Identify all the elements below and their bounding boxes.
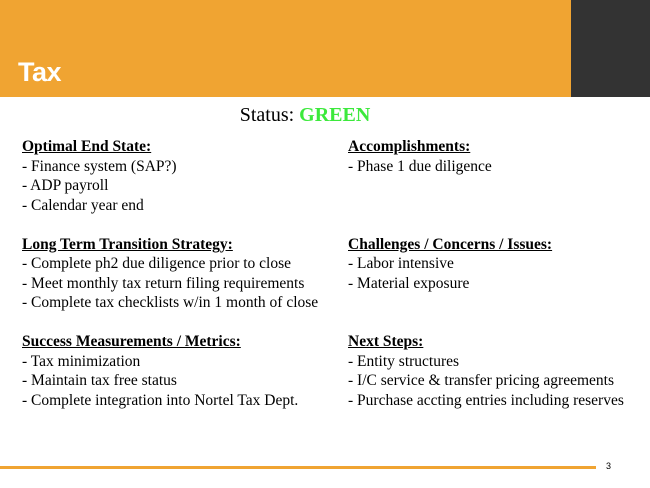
section-heading: Long Term Transition Strategy: [22, 235, 233, 253]
section-heading: Optimal End State: [22, 138, 152, 155]
section-success-measurements [22, 332, 342, 430]
status-line [0, 103, 610, 127]
title-banner [0, 0, 571, 97]
list-item: - Entity structures [348, 352, 460, 370]
list-item: - Complete tax checklists w/in 1 month of close [22, 294, 319, 311]
list-item: - Purchase accting entries including reserves [348, 391, 624, 409]
left-column [22, 137, 342, 430]
section-long-term-transition-strategy [22, 235, 342, 333]
list-item: - Material exposure [348, 274, 470, 292]
list-item: - Meet monthly tax return filing requirements [22, 274, 305, 292]
section-challenges [348, 235, 648, 333]
list-item: - Finance system (SAP?) [22, 157, 177, 175]
list-item: - Calendar year end [22, 196, 144, 214]
section-heading: Accomplishments: [348, 138, 471, 155]
list-item: - Complete ph2 due diligence prior to close [22, 255, 292, 272]
status-value: GREEN [299, 104, 371, 126]
page-number: 3 [606, 461, 612, 471]
footer-divider [0, 466, 596, 469]
section-heading: Success Measurements / Metrics: [22, 333, 241, 350]
list-item: - Tax minimization [22, 352, 141, 370]
list-item: - I/C service & transfer pricing agreements [348, 372, 614, 389]
section-heading: Next Steps: [348, 333, 424, 350]
slide-title: Tax [18, 57, 62, 87]
section-heading: Challenges / Concerns / Issues: [348, 235, 553, 253]
status-label: Status: [239, 104, 295, 126]
list-item: - Maintain tax free status [22, 372, 177, 389]
list-item: - ADP payroll [22, 177, 109, 194]
list-item: - Phase 1 due diligence [348, 157, 492, 175]
corner-block [571, 0, 650, 97]
list-item: - Labor intensive [348, 255, 454, 272]
section-next-steps [348, 332, 648, 430]
list-item: - Complete integration into Nortel Tax Dept. [22, 391, 299, 409]
section-optimal-end-state [22, 137, 342, 235]
section-accomplishments [348, 137, 648, 235]
right-column [348, 137, 648, 430]
